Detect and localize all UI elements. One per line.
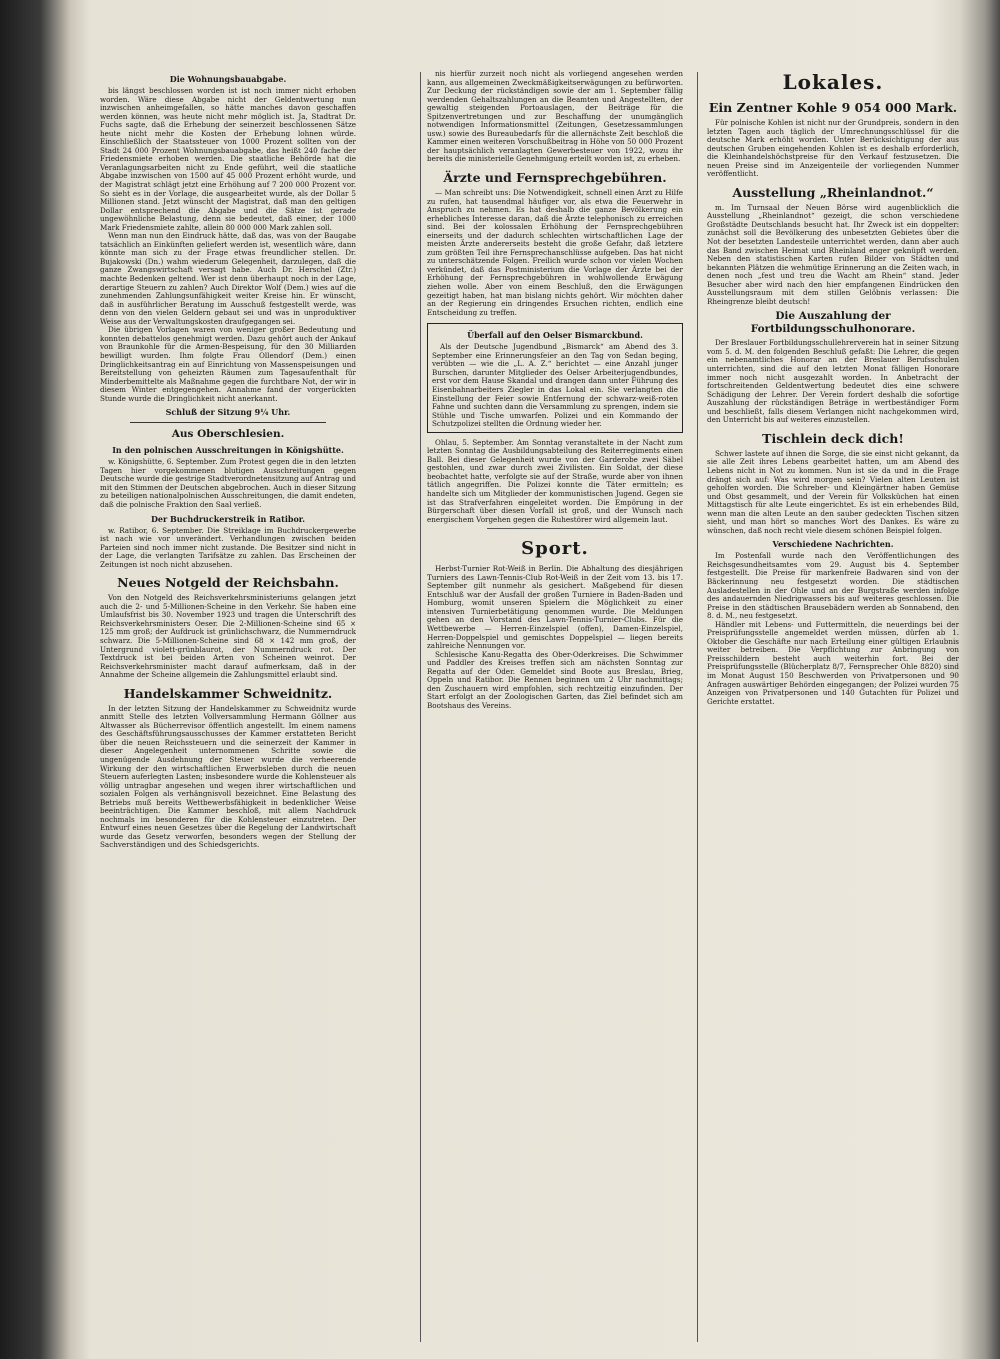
article-paragraph: Für polnische Kohlen ist nicht nur der Grundpreis, sondern in den letzten Tagen auch täglich der Umrechnungsschlüssel für die deutsche Mark erhöht worden. Unter Berücksichtigung der aus deutschen Gruben eingehenden Kohlen ist es deshalb erforderlich, die Kleinhandelshöchstpreise für den Verkauf festzusetzen. Die neuen Preise sind im Anzeigenteile der vorliegenden Nummer veröffentlicht.: [707, 118, 959, 179]
article-paragraph: nis hierfür zurzeit noch nicht als vorliegend angesehen werden kann, aus allgemeinen Zweckmäßigkeitserwägungen zu befürworten. Zur Deckung der rückständigen sowie der am 1. September fällig werdenden Gehaltszahlungen an die Beamten und Angestellten, der gewaltig steigenden Portoauslagen, der Beiträge für die Spitzenvertretungen und zur Beschaffung der unumgänglich notwendigen Informationsmittel (Zeitungen, Gesetzessammlungen usw.) sowie des Bureaubedarfs für die allernächste Zeit beschloß die Kammer einen weiteren Vorschußbeitrag in Höhe von 50 000 Prozent der hauptsächlich veranlagten Gewerbesteuer von 1922, wozu ihr bereits die ministerielle Genehmigung erteilt worden ist, zu erheben.: [427, 70, 683, 164]
article-heading: Ärzte und Fernsprechgebühren.: [443, 170, 667, 186]
boxed-article: [427, 323, 683, 432]
boxed-article-heading: Überfall auf den Oelser Bismarckbund.: [467, 330, 643, 341]
column-left: [100, 70, 356, 850]
article-paragraph: w. Ratibor, 6. September. Die Streiklage im Buchdruckergewerbe ist nach wie vor unverändert. Verhandlungen zwischen beiden Parteien sind noch immer nicht zustande. Die Besitzer sind nicht in der Lage, die verlangten Tarifsätze zu zahlen. Das Erscheinen der Zeitungen ist noch nicht abzusehen.: [100, 525, 356, 569]
article-paragraph: Herbst-Turnier Rot-Weiß in Berlin. Die Abhaltung des diesjährigen Turniers des Lawn-Tennis-Club Rot-Weiß in der Zeit vom 13. bis 17. September gilt nunmehr als gesichert. Maßgebend für diesen Entschluß war der Ausfall der großen Turniere in Baden-Baden und Homburg, womit unseren Spielern die Möglichkeit zu einer intensiven Turnierbetätigung genommen wurde. Die Meldungen gehen an den Vorstand des Lawn-Tennis-Turnier-Clubs. Für die Wettbewerbe — Herren-Einzelspiel (offen), Damen-Einzelspiel, Herren-Doppelspiel und gemischtes Doppelspiel — liegen bereits zahlreiche Nennungen vor.: [427, 564, 683, 651]
article-paragraph: Händler mit Lebens- und Futtermitteln, die neuerdings bei der Preisprüfungsstelle angemeldet werden müssen, dürfen ab 1. Oktober die Geschäfte nur nach Erteilung einer gültigen Erlaubnis weiter betreiben. Die Verpflichtung zur Anbringung von Preisschildern besteht auch weiterhin fort. Bei der Preisprüfungsstelle (Blücherplatz 8/7, Fernsprecher Ohle 8820) sind im Monat August 150 Beschwerden von Privatpersonen und 90 Anfragen auswärtiger Behörden eingegangen; der Polizei wurden 75 Anzeigen von Privatpersonen und 140 Gutachten für Polizei und Gerichte erstattet.: [707, 619, 959, 706]
article-paragraph: In der letzten Sitzung der Handelskammer zu Schweidnitz wurde anmitt Stelle des letzten Vollversammlung Hermann Göllner aus Altwasser als Bücherrevisor öffentlich angestellt. Im einem namens des Geschäftsführungsausschusses der Kammer erstatteten Bericht über die neuen Reichssteuern und die seinerzeit der Kammer in dieser Angelegenheit unternommenen Schritte sowie die ungenügende Ausdehnung der Steuer wurde die verheerende Wirkung der den wirtschaftlichen Erwerbsleben durch die neuen Steuern auferlegten Lasten; insbesondere wurde die Kohlensteuer als völlig untragbar angesehen und wegen ihrer wirtschaftlichen und sozialen Folgen als verhängnisvoll bezeichnet. Eine Belastung des Betriebs muß bereits Wettbewerbsfähigkeit in bedenklicher Weise beeinträchtigen. Die Kammer beschloß, mit allem Nachdruck nochmals im besonderen für die Kohlensteuer einzutreten. Der Entwurf eines neuen Gesetzes über die Regelung der Landwirtschaft wurde das Gesetz verworfen, besonders wegen der Stellung der Sachverständigen und des Schiedsgerichts.: [100, 703, 356, 850]
section-heading-sport: Sport.: [521, 538, 589, 560]
article-paragraph: Als der Deutsche Jugendbund „Bismarck“ am Abend des 3. September eine Erinnerungsfeier an den Tag von Sedan beging, verübten — wie die „L. A. Z.“ berichtet — eine Anzahl junger Burschen, darunter Mitglieder des Oelser Arbeiterjugendbundes, erst vor dem Hause Skandal und drangen dann unter Führung des Eisenbahnarbeiters Ziegler in das Lokal ein. Sie verlangten die Einstellung der Feier sowie Entfernung der schwarz-weiß-roten Fahne und suchten dann die Versammlung zu sprengen, indem sie Stühle und Tische umwarfen. Polizei und ein Kommando der Schutzpolizei stellten die Ordnung wieder her.: [432, 342, 678, 429]
article-paragraph: Wenn man nun den Eindruck hätte, daß das, was von der Baugabe tatsächlich an Einkünften geliefert werden ist, wesentlich wäre, dann könnte man sich zu der Frage etwas freundlicher stellen. Dr. Bujakowski (Dn.) wahm wiederum Gelegenheit, darzulegen, daß die ganze Zwangswirtschaft versagt habe. Auch Dr. Herschel (Ztr.) machte Bedenken geltend. Wer ist denn überhaupt noch in der Lage, derartige Steuern zu zahlen? Auch Direktor Wolf (Dem.) wies auf die zunehmenden Zahlungsunfähigkeit weiter Kreise hin. Er wünscht, daß in ausführlicher Beratung im Ausschuß festgestellt werde, was denn von den vielen Geldern gebaut sei und was in unproduktiver Weise aus der Verwaltungskosten draufgegangen sei.: [100, 231, 356, 326]
article-paragraph: w. Königshütte, 6. September. Zum Protest gegen die in den letzten Tagen hier vorgekommenen blutigen Ausschreitungen gegen Deutsche wurde die gestrige Stadtverordnetensitzung auf Antrag und mit den Stimmen der Deutschen abgebrochen. Auch in dieser Sitzung zu beteiligen nationalpolnischen Ausschreitungen, die damit endeten, daß die polnische Fraktion den Saal verließ.: [100, 457, 356, 509]
article-paragraph: m. Im Turnsaal der Neuen Börse wird augenblicklich die Ausstellung „Rheinlandnot“ gezeigt, die schon verschiedene Großstädte Deutschlands besucht hat. Ihr Zweck ist ein doppelter: zunächst soll die Bevölkerung des unbesetzten Gebietes über die Not der besetzten Landesteile unterrichtet werden, dann aber auch das Band zwischen Heimat und Rheinland enger geknüpft werden. Neben den statistischen Karten rufen Bilder von Städten und bekannten Plätzen die wehmütige Erinnerung an die Zeiten wach, in denen noch „fest und treu die Wacht am Rhein“ stand. Jeder Besucher aber wird nach den hier empfangenen Eindrücken den Ausstellungsraum mit dem stillen Gelöbnis verlassen: Die Rheingrenze bleibt deutsch!: [707, 202, 959, 306]
column-right: [707, 70, 959, 706]
article-subheading: In den polnischen Ausschreitungen in Königshütte.: [112, 445, 344, 456]
divider: [487, 528, 623, 529]
article-paragraph: Im Postenfall wurde nach den Veröffentlichungen des Reichsgesundheitsamtes vom 29. August bis 4. September festgestellt. Die Preise für markenfreie Badwaren sind von der Bäckerinnung neu festgesetzt worden. Die städtischen Ausladestellen in der Ohle und an der Burgstraße werden infolge des andauernden Niedrigwassers bis auf weiteres geschlossen. Die Preise in den städtischen Brausebädern werden ab Sonnabend, den 8. d. M., neu festgesetzt.: [707, 551, 959, 621]
column-rule: [420, 72, 421, 1342]
article-paragraph: Der Breslauer Fortbildungsschullehrerverein hat in seiner Sitzung vom 5. d. M. den folgenden Beschluß gefaßt: Die Lehrer, die gegen ein nebenamtliches Honorar an der Breslauer Berufsschulen unterrichten, sind die auf den letzten Monat fälligen Honorare immer noch nicht ausgezahlt worden. In Anbetracht der fortschreitenden Geldentwertung bedeutet dies eine schwere Schädigung der Lehrer. Der Verein fordert deshalb die sofortige Auszahlung der rückständigen Beträge in wertbeständiger Form und beschließt, falls diesem Verlangen nicht nachgekommen wird, den Unterricht bis auf weiteres einzustellen.: [707, 338, 959, 425]
article-heading: Neues Notgeld der Reichsbahn.: [117, 575, 339, 591]
divider: [130, 422, 326, 423]
article-paragraph: — Man schreibt uns: Die Notwendigkeit, schnell einen Arzt zu Hilfe zu rufen, hat tausendmal häufiger vor, als etwa die Feuerwehr in Anspruch zu nehmen. Es hat deshalb die ganze Bevölkerung ein erhebliches Interesse daran, daß die Ärzte telephonisch zu erreichen sind. Bei der kolossalen Erhöhung der Fernsprechgebühren einerseits und der dadurch schlechten wirtschaftlichen Lage der meisten Ärzte andererseits besteht die große Gefahr, daß letztere zum größten Teil ihre Fernsprechanschlüsse aufgeben. Das hat nicht zu unterschätzende Folgen. Freilich wurde schon vor vielen Wochen verkündet, daß das Postministerium die Vorlage der Ärzte bei der Erhöhung der Fernsprechgebühren in wohlwollende Erwägung ziehen wolle. Aber von einem Beschluß, den die Erwägungen gezeitigt haben, hat man bislang nichts gehört. Wir möchten daher an der Regierung ein dringendes Ersuchen richten, endlich eine Entscheidung zu treffen.: [427, 188, 683, 317]
column-middle: [427, 70, 683, 710]
article-subheading: Der Buchdruckerstreik in Ratibor.: [150, 513, 306, 524]
section-heading: Die Wohnungsbauabgabe.: [169, 74, 287, 84]
article-paragraph: Schlesische Kanu-Regatta des Ober-Oderkreises. Die Schwimmer und Paddler des Kreises treffen sich am nächsten Sonntag zur Regatta auf der Oder. Gemeldet sind Boote aus Breslau, Brieg, Oppeln und Ratibor. Die Rennen beginnen um 2 Uhr nachmittags; den Zuschauern wird empfohlen, sich rechtzeitig einzufinden. Der Start erfolgt an der Zoologischen Garten, das Ziel befindet sich am Bootshaus des Vereins.: [427, 649, 683, 710]
article-heading: Tischlein deck dich!: [762, 430, 904, 446]
article-heading: Aus Oberschlesien.: [171, 428, 285, 441]
article-heading: Verschiedene Nachrichten.: [772, 539, 894, 550]
article-heading: Ein Zentner Kohle 9 054 000 Mark.: [708, 100, 958, 115]
session-closing: Schluß der Sitzung 9¼ Uhr.: [165, 407, 291, 418]
article-paragraph: bis längst beschlossen worden ist ist noch immer nicht erhoben worden. Wäre diese Abgabe nicht der Geldentwertung nun inzwischen anheimgefallen, so hätte manches davon geschaffen werden können, was heute nicht mehr möglich ist. Ja, Stadtrat Dr. Fuchs sagte, daß die Erhebung der seinerzeit beschlossenen Sätze heute nicht mehr die Kosten der Erhebung lohnen würde. Einschließlich der Staatssteuer von 1000 Prozent sollten von der Stadt 24 000 Prozent Wohnungsbauabgabe, das heißt 240 fache der Friedensmiete erhoben werden. Die staatliche Behörde hat die Veranlagungsarbeiten nicht zu Ende geführt, weil die staatliche Abgabe inzwischen von 1500 auf 45 000 Prozent erhöht wurde, und der Magistrat schlägt jetzt eine Erhöhung auf 7 200 000 Prozent vor. So sieht es in der Vorlage, die ausgearbeitet wurde, als der Dollar 5 Millionen stand. Jetzt wünscht der Magistrat, daß man den geltigen Dollar entsprechend die Abgabe und die Sätze ist gerade ungewöhnliche Belastung, denn sie bedeutet, daß einer, der 1000 Mark Friedensmiete zahlte, allein 80 000 000 Mark zahlen soll.: [100, 86, 356, 232]
article-paragraph: Von den Notgeld des Reichsverkehrsministeriums gelangen jetzt auch die 2- und 5-Millionen-Scheine in den Verkehr. Sie haben eine Umlaufsfrist bis 30. November 1923 und tragen die Unterschrift des Reichsverkehrsministers Oeser. Die 2-Millionen-Scheine sind 65 × 125 mm groß; der Aufdruck ist grünlichschwarz, die Nummerndruck schwarz. Die 5-Millionen-Scheine sind 68 × 142 mm groß, der Untergrund violett-grünblaurot, der Nummerndruck rot. Der Textdruck ist bei beiden Arten von Scheinen weinrot. Der Reichsverkehrsminister macht darauf aufmerksam, daß in der Annahme der Scheine allgemein die Zahlungsmittel erlaubt sind.: [100, 593, 356, 680]
article-paragraph: Schwer lastete auf ihnen die Sorge, die sie einst nicht gekannt, da sie alle Zeit ihres Lebens gearbeitet hatten, um am Abend des Lebens nicht in Not zu kommen. Nun ist sie da und in die Frage drängt sich auf: Was wird morgen sein? Vielen alten Leuten ist geholfen worden. Die Schreber- und Kleingärtner haben Gemüse und Obst gesammelt, und der Verein für Volksküchen hat einen Mittagstisch für alte Leute eingerichtet. Es ist ein erhebendes Bild, wenn man die alten Leute an den sauber gedeckten Tischen sitzen sieht, und man hört so manches Wort des Dankes. Es wäre zu wünschen, daß noch recht viele diesem schönen Beispiel folgen.: [707, 448, 959, 535]
newspaper-page: [82, 60, 962, 1350]
article-heading: Ausstellung „Rheinlandnot.“: [732, 184, 934, 200]
article-heading: Die Auszahlung der Fortbildungsschulhonorare.: [750, 310, 916, 336]
article-paragraph: Ohlau, 5. September. Am Sonntag veranstaltete in der Nacht zum letzten Sonntag die Ausbildungsabteilung des Reiterregiments einen Ball. Bei dieser Gelegenheit wurde von der Garderobe zwei Säbel gestohlen, und zwar durch zwei Zivilisten. Ein Soldat, der diese beobachtet hatte, verfolgte sie auf der Straße, wurde aber von ihnen tätlich angegriffen. Die Polizei konnte die Täter ermitteln; es handelte sich um Mitglieder der kommunistischen Jugend. Gegen sie ist das Strafverfahren eingeleitet worden. Die Empörung in der Bürgerschaft über diesen Vorfall ist groß, und der Wunsch nach energischem Vorgehen gegen die Ruhestörer wird allgemein laut.: [427, 437, 683, 524]
column-rule: [697, 72, 698, 1342]
article-heading: Handelskammer Schweidnitz.: [123, 685, 333, 701]
article-paragraph: Die übrigen Vorlagen waren von weniger großer Bedeutung und konnten debattelos genehmigt werden. Dazu gehört auch der Ankauf von Braunkohle für die Armen-Bespeisung, für den 30 Milliarden bewilligt wurden. Ihm folgte Frau Ollendorf (Dem.) einen Dringlichkeitsantrag ein auf Einrichtung von Massenspeisungen und Bereitstellung von geheizten Räumen zum Tagesaufenthalt für Minderbemittelte als Maßnahme gegen die furchtbare Not, der wir in diesem Winter entgegengehen. Annahme fand der vorgerückten Stunde wurde die Dringlichkeit nicht anerkannt.: [100, 325, 356, 403]
section-heading-lokales: Lokales.: [782, 70, 884, 94]
